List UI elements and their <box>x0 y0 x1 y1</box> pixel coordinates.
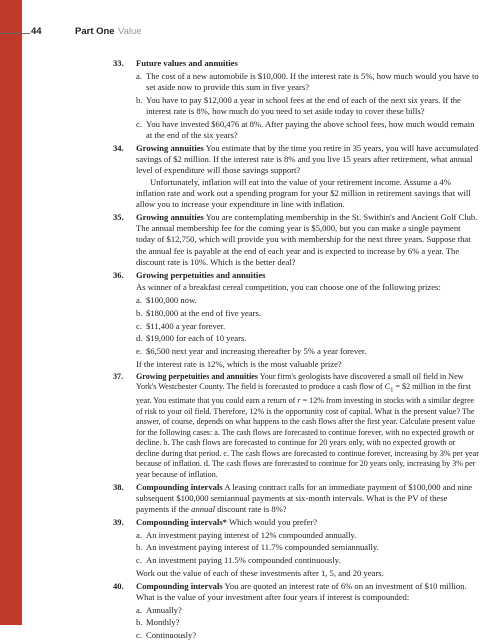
subquestion-a <box>136 605 480 616</box>
section-label: Value <box>118 26 142 37</box>
subquestion-letter: a. <box>136 70 142 81</box>
variable-subscript: 1 <box>390 386 394 394</box>
problem-title: Compounding intervals <box>136 580 223 591</box>
red-edge-bar <box>0 0 22 625</box>
option-b <box>136 308 480 319</box>
subquestion-letter: b. <box>136 617 143 628</box>
option-text: An investment paying interest of 11.7% compounded semiannually. <box>146 542 379 553</box>
option-letter: a. <box>136 295 142 305</box>
option-text: An investment paying 11.5% compounded continuously. <box>146 555 341 566</box>
variable-r: r <box>297 396 301 406</box>
problem-text-part: Your firm's geologists have discovered a small oil field in New York's Westchester County. The field is forecasted to produce a cash flow of <box>136 371 464 391</box>
option-text: $11,400 a year forever. <box>146 320 226 331</box>
page-header <box>0 26 500 40</box>
problem-title: Growing annuities <box>136 142 204 153</box>
problem-number: 35. <box>113 211 124 222</box>
subquestion-text: You have to pay $12,000 a year in school fees at the end of each of the next six years. If the interest rate is 8%, how much do you need to set aside today to cover these bills? <box>146 94 461 116</box>
problem-text-part: discount rate is 8%? <box>215 504 287 515</box>
problem-33 <box>113 58 480 141</box>
option-e <box>136 346 480 357</box>
problem-paragraph: Unfortunately, inflation will eat into the value of your retirement income. Assume a 4% inflation rate and work out a spending program for your $2 million in retirement savings that will allow you to increase your expenditure in line with inflation. <box>136 176 471 209</box>
problem-text: You estimate that by the time you retire in 35 years, you will have accumulated savings of $2 million. If the interest rate is 8% and you live 15 years after retirement, what annual level of expenditure will those savings support? <box>136 142 479 176</box>
problem-number: 33. <box>113 58 124 68</box>
problem-title: Compounding intervals <box>136 481 223 492</box>
header-rule <box>0 33 30 34</box>
problem-question: Work out the value of each of these investments after 1, 5, and 20 years. <box>136 567 384 578</box>
problem-question: If the interest rate is 12%, which is the most valuable prize? <box>136 358 342 369</box>
option-a <box>136 295 480 306</box>
subquestion-text: You have invested $60,476 at 8%. After paying the above school fees, how much would remain at the end of the six years? <box>146 118 475 140</box>
option-letter: c. <box>136 555 142 566</box>
subquestion-letter: c. <box>136 630 142 641</box>
problem-title: Growing perpetuities and annuities <box>136 371 258 381</box>
subquestion-text: The cost of a new automobile is $10,000. If the interest rate is 5%, how much would you have to set aside now to provide this sum in five years? <box>146 70 479 92</box>
problem-number: 40. <box>113 580 124 591</box>
option-text: $100,000 now. <box>146 295 197 305</box>
problem-number: 34. <box>113 142 124 153</box>
problem-intro: As winner of a breakfast cereal competition, you can choose one of the following prizes: <box>136 282 441 293</box>
problem-number: 39. <box>113 516 124 527</box>
option-a <box>136 530 480 541</box>
option-letter: e. <box>136 346 142 356</box>
problem-39 <box>113 517 480 579</box>
option-letter: b. <box>136 542 143 553</box>
option-text: $19,000 for each of 10 years. <box>146 333 247 344</box>
option-c <box>136 321 480 332</box>
problem-number: 36. <box>113 269 124 280</box>
problem-text: You are contemplating membership in the St. Swithin's and Ancient Golf Club. The annual membership fee for the coming year is $5,000, but you can make a single payment today of $12,750, which will provide you with membership for the next three years. Suppose that the annual fee is payable at the end of each year and is expected to increase by 6% a year. The discount rate is 10%. Which is the better deal? <box>136 211 478 267</box>
problem-title: Growing annuities <box>136 211 204 222</box>
problem-34 <box>113 143 480 211</box>
problem-36 <box>113 270 480 371</box>
option-letter: d. <box>136 333 143 344</box>
subquestion-text: Continuously? <box>146 630 197 641</box>
subquestion-text: Monthly? <box>146 617 180 628</box>
subquestion-b <box>136 95 480 118</box>
page-number: 44 <box>31 26 42 37</box>
problem-text-part: = $2 million in the first year. You estimate that you could earn a return of <box>136 382 471 406</box>
problem-title: Compounding intervals* <box>136 516 227 527</box>
option-b <box>136 542 480 553</box>
problem-title: Future values and annuities <box>136 58 238 68</box>
subquestion-letter: b. <box>136 94 143 105</box>
option-letter: b. <box>136 307 143 318</box>
option-c <box>136 555 480 566</box>
subquestion-a <box>136 71 480 94</box>
problem-35 <box>113 212 480 268</box>
option-text: $6,500 next year and increasing thereafter by 5% a year forever. <box>146 346 367 356</box>
problem-40 <box>113 581 480 642</box>
option-text: $180,000 at the end of five years. <box>146 307 262 318</box>
option-letter: a. <box>136 529 142 540</box>
problem-text: Which would you prefer? <box>228 516 318 527</box>
problem-text-part: = 12% from investing in stocks with a similar degree of risk to your oil field. Therefore, 12% is the opportunity cost of capital. What is the present value? The answer, of course, depends on what happens to the cash flows after the first year. Calculate present value for the following cases: a. The cash flows are forecasted to continue forever, with no expected growth or decline. b. The cash flows are forecasted to continue for 20 years only, with no expected growth or decline during that period. c. The cash flows are forecasted to continue forever, increasing by 3% per year because of inflation. d. The cash flows are forecasted to continue for 20 years only, increasing by 3% per year because of inflation. <box>136 396 479 479</box>
subquestion-c <box>136 630 480 641</box>
problem-text: You are quoted an interest rate of 6% on an investment of $10 million. What is the value of your investment after four years if interest is compounded: <box>136 580 467 602</box>
problem-38 <box>113 482 480 516</box>
option-letter: c. <box>136 320 142 331</box>
subquestion-letter: a. <box>136 604 142 615</box>
problem-title: Growing perpetuities and annuities <box>136 269 266 280</box>
problem-number: 38. <box>113 481 124 492</box>
subquestion-b <box>136 617 480 628</box>
subquestion-letter: c. <box>136 118 142 129</box>
emphasis-annual: annual <box>191 504 216 515</box>
part-label: Part One <box>75 26 115 37</box>
subquestion-text: Annually? <box>146 604 182 615</box>
option-text: An investment paying interest of 12% compounded annually. <box>146 529 357 540</box>
subquestion-c <box>136 119 480 142</box>
problem-text-part: A leasing contract calls for an immediate payment of $100,000 and nine subsequent $100,000 semiannual payments at six-month intervals. What is the PV of these payments if the <box>136 481 473 515</box>
variable-c: C <box>384 382 391 391</box>
problem-number: 37. <box>113 371 124 381</box>
problem-37 <box>113 372 480 481</box>
problem-list <box>113 58 480 643</box>
option-d <box>136 333 480 344</box>
